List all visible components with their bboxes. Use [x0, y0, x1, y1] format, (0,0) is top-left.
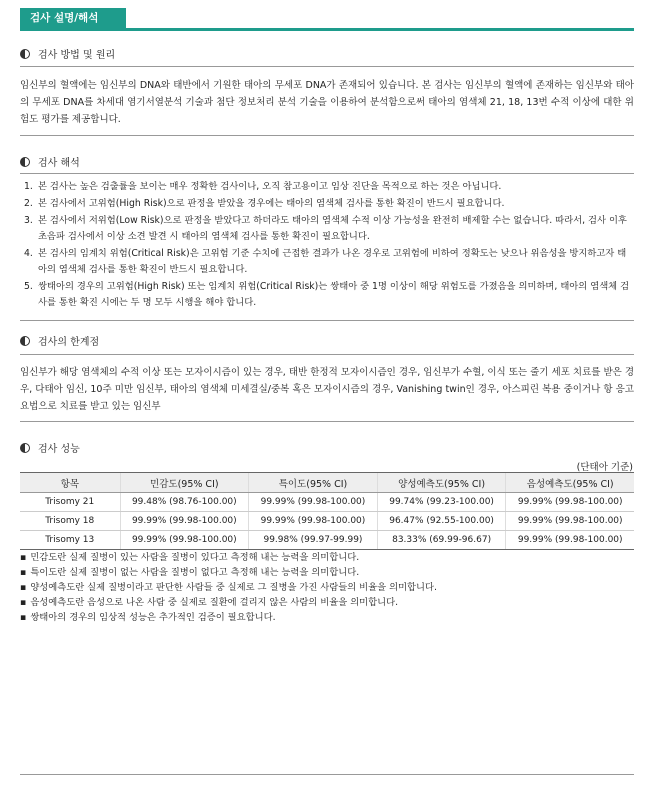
interpretation-section-title: [20, 154, 80, 169]
table-header-cell: 음성예측도(95% CI): [506, 473, 634, 493]
interpretation-title-text: 검사 해석: [38, 158, 80, 169]
method-bottom-rule: [20, 135, 634, 136]
note-item: ▪ 양성예측도란 실제 질병이라고 판단한 사람들 중 실제로 그 질병을 가진 사람들의 비율을 의미합니다.: [20, 580, 634, 595]
half-circle-icon: [20, 49, 30, 59]
table-cell: Trisomy 21: [20, 493, 120, 512]
section-header-tab: 검사 설명/해석: [20, 8, 126, 28]
table-cell: 99.99% (99.98-100.00): [506, 512, 634, 531]
limits-bottom-rule: [20, 421, 634, 422]
note-item: ▪ 음성예측도란 음성으로 나온 사람 중 실제로 질환에 걸리지 않은 사람의 비율을 의미합니다.: [20, 595, 634, 610]
table-cell: 99.48% (98.76-100.00): [120, 493, 249, 512]
half-circle-icon: [20, 443, 30, 453]
method-title-text: 검사 방법 및 원리: [38, 50, 116, 61]
table-header-cell: 특이도(95% CI): [249, 473, 378, 493]
table-cell: 96.47% (92.55-100.00): [377, 512, 506, 531]
table-row: [20, 512, 634, 531]
table-cell: 99.99% (99.98-100.00): [120, 512, 249, 531]
table-header-row: [20, 473, 634, 493]
table-header-cell: 민감도(95% CI): [120, 473, 249, 493]
limits-paragraph: 임신부가 해당 염색체의 수적 이상 또는 모자이시즘이 있는 경우, 태반 한정적 모자이시즘인 경우, 임신부가 수혈, 이식 또는 줄기 세포 치료를 받은 경우, 다태아 임신, 10주 미만 임신부, 태아의 염색체 미세결실/중복 혹은 모자이시즘의 경우, Vanishing twin인 경우, 아스피린 복용 중이거나 항 응고 요법으로 치료를 받고 있는 임신부: [20, 367, 634, 412]
half-circle-icon: [20, 157, 30, 167]
table-cell: Trisomy 13: [20, 531, 120, 550]
note-item: ▪ 민감도란 실제 질병이 있는 사람을 질병이 있다고 측정해 내는 능력을 의미합니다.: [20, 550, 634, 565]
table-cell: 99.99% (99.98-100.00): [506, 493, 634, 512]
method-section-title: [20, 46, 115, 61]
table-cell: Trisomy 18: [20, 512, 120, 531]
list-item: 5. 쌍태아의 경우의 고위험(High Risk) 또는 임계치 위험(Critical Risk)는 쌍태아 중 1명 이상이 해당 위험도를 가졌음을 의미하며, 태아의 염색체 검사를 통한 확진 시에는 두 명 모두 시행을 해야 합니다.: [24, 281, 630, 308]
table-cell: 99.99% (99.98-100.00): [120, 531, 249, 550]
table-header-cell: 양성예측도(95% CI): [377, 473, 506, 493]
performance-notes: [20, 550, 634, 625]
performance-table: [20, 472, 634, 550]
performance-section-title: [20, 440, 80, 455]
limits-top-rule: [20, 354, 634, 355]
method-top-rule: [20, 66, 634, 67]
note-item: ▪ 특이도란 실제 질병이 없는 사람을 질병이 없다고 측정해 내는 능력을 의미합니다.: [20, 565, 634, 580]
table-row: [20, 493, 634, 512]
note-item: ▪ 쌍태아의 경우의 임상적 성능은 추가적인 검증이 필요합니다.: [20, 610, 634, 625]
half-circle-icon: [20, 336, 30, 346]
performance-unit-label: (단태아 기준): [576, 462, 633, 473]
table-header-cell: 항목: [20, 473, 120, 493]
table-cell: 99.99% (99.98-100.00): [249, 493, 378, 512]
performance-title-text: 검사 성능: [38, 444, 80, 455]
list-item: 2. 본 검사에서 고위험(High Risk)으로 판정을 받았을 경우에는 태아의 염색체 검사를 통한 확진이 반드시 필요합니다.: [24, 198, 505, 209]
table-cell: 99.74% (99.23-100.00): [377, 493, 506, 512]
list-item: 4. 본 검사의 임계치 위험(Critical Risk)은 고위험 기준 수치에 근접한 결과가 나온 경우로 고위험에 비하여 정확도는 낮으나 위음성을 방지하고자 태아의 염색체 검사를 통한 확진이 반드시 필요합니다.: [24, 248, 627, 275]
limits-title-text: 검사의 한계점: [38, 337, 100, 348]
table-cell: 99.98% (99.97-99.99): [249, 531, 378, 550]
section-header-bar: [20, 8, 634, 31]
table-cell: 99.99% (99.98-100.00): [249, 512, 378, 531]
interpretation-list: [24, 179, 630, 312]
table-cell: 99.99% (99.98-100.00): [506, 531, 634, 550]
page-bottom-rule: [20, 774, 634, 775]
interpretation-bottom-rule: [20, 320, 634, 321]
table-row: [20, 531, 634, 550]
list-item: 3. 본 검사에서 저위험(Low Risk)으로 판정을 받았다고 하더라도 태아의 염색체 수적 이상 가능성을 완전히 배제할 수는 없습니다. 따라서, 검사 이후 초음파 검사에서 이상 소견 발견 시 태아의 염색체 검사를 통한 확진이 필요합니다.: [24, 215, 627, 242]
interpretation-top-rule: [20, 173, 634, 174]
table-cell: 83.33% (69.99-96.67): [377, 531, 506, 550]
list-item: 1. 본 검사는 높은 검출률을 보이는 매우 정확한 검사이나, 오직 참고용이고 임상 진단을 목적으로 하는 것은 아닙니다.: [24, 181, 502, 192]
limits-section-title: [20, 333, 99, 348]
method-paragraph: 임신부의 혈액에는 임신부의 DNA와 태반에서 기원한 태아의 무세포 DNA가 존재되어 있습니다. 본 검사는 임신부의 혈액에 존재하는 임신부와 태아의 무세포 DNA를 차세대 염기서열분석 기술과 첨단 정보처리 분석 기술을 이용하여 분석함으로써 태아의 염색체 21, 18, 13번 수적 이상에 대한 위험도 평가를 제공합니다.: [20, 80, 634, 125]
